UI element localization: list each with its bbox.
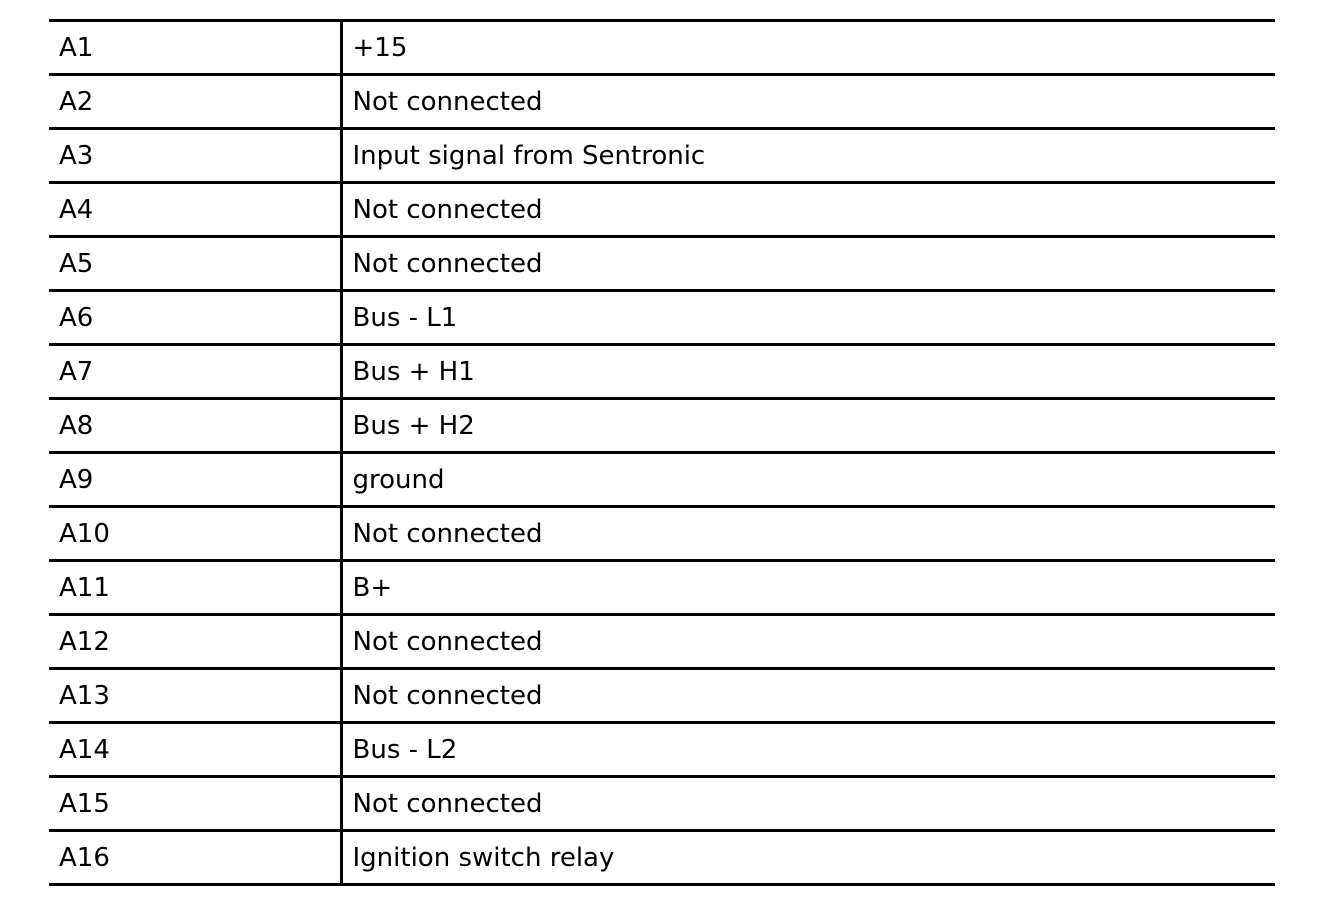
description-cell: Not connected <box>341 183 1275 237</box>
pin-cell: A16 <box>49 831 341 885</box>
description-cell: Not connected <box>341 75 1275 129</box>
description-cell: Bus + H1 <box>341 345 1275 399</box>
table-row <box>49 831 1275 885</box>
pin-cell: A6 <box>49 291 341 345</box>
pin-cell: A3 <box>49 129 341 183</box>
description-cell: Bus + H2 <box>341 399 1275 453</box>
pin-cell: A7 <box>49 345 341 399</box>
table-row <box>49 183 1275 237</box>
table-row <box>49 615 1275 669</box>
pin-cell: A15 <box>49 777 341 831</box>
pin-cell: A2 <box>49 75 341 129</box>
pin-cell: A13 <box>49 669 341 723</box>
description-cell: +15 <box>341 21 1275 75</box>
table-row <box>49 291 1275 345</box>
pinout-table <box>49 19 1275 886</box>
table-row <box>49 507 1275 561</box>
table-row <box>49 669 1275 723</box>
description-cell: Not connected <box>341 237 1275 291</box>
description-cell: Not connected <box>341 615 1275 669</box>
description-cell: Ignition switch relay <box>341 831 1275 885</box>
pinout-table-body <box>49 21 1275 885</box>
description-cell: Not connected <box>341 777 1275 831</box>
pin-cell: A4 <box>49 183 341 237</box>
description-cell: Not connected <box>341 507 1275 561</box>
table-row <box>49 453 1275 507</box>
pin-cell: A1 <box>49 21 341 75</box>
pin-cell: A5 <box>49 237 341 291</box>
pin-cell: A9 <box>49 453 341 507</box>
pin-cell: A8 <box>49 399 341 453</box>
description-cell: Not connected <box>341 669 1275 723</box>
table-row <box>49 345 1275 399</box>
table-row <box>49 777 1275 831</box>
table-row <box>49 129 1275 183</box>
pin-cell: A11 <box>49 561 341 615</box>
table-row <box>49 21 1275 75</box>
table-row <box>49 723 1275 777</box>
description-cell: Bus - L2 <box>341 723 1275 777</box>
table-row <box>49 237 1275 291</box>
pin-cell: A10 <box>49 507 341 561</box>
description-cell: Input signal from Sentronic <box>341 129 1275 183</box>
description-cell: Bus - L1 <box>341 291 1275 345</box>
description-cell: B+ <box>341 561 1275 615</box>
pin-cell: A14 <box>49 723 341 777</box>
description-cell: ground <box>341 453 1275 507</box>
table-row <box>49 399 1275 453</box>
table-row <box>49 75 1275 129</box>
table-row <box>49 561 1275 615</box>
pin-cell: A12 <box>49 615 341 669</box>
